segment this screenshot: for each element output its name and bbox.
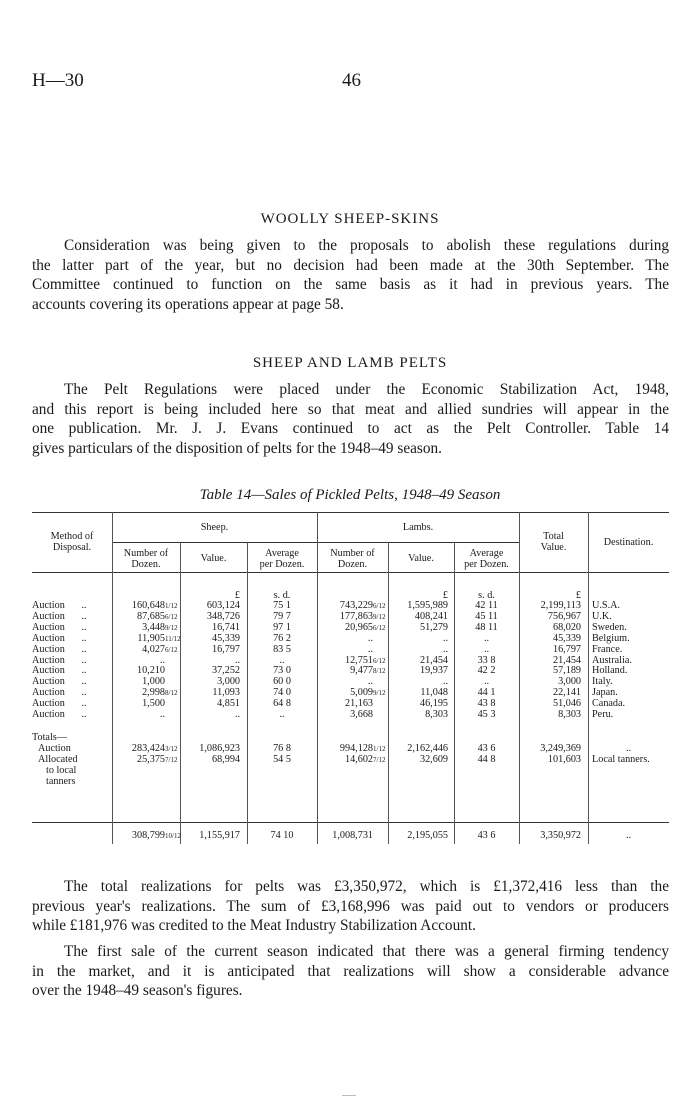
text-line: the latter part of the year, but no decision had been made at the 30th September. The	[32, 256, 669, 274]
lambs-value-cell: ..	[442, 676, 448, 688]
number-value: ..	[159, 709, 165, 720]
header-total-value	[519, 531, 588, 553]
number-value: 1,500	[142, 698, 165, 710]
text-line: Consideration was being given to the proposals to abolish these regulations during	[64, 237, 669, 254]
lambs-average-cell: ..	[483, 643, 490, 655]
number-value: 3,448	[142, 621, 165, 633]
header-sheep-value: Value.	[200, 553, 227, 564]
fraction: 11/12	[165, 634, 181, 643]
lambs-number-cell	[318, 644, 388, 655]
sheep-number-cell	[113, 676, 180, 687]
fraction: 9/12	[165, 623, 178, 632]
number-value: 160,648	[131, 600, 165, 611]
page-end-mark	[342, 1095, 356, 1096]
lambs-number-cell	[318, 830, 388, 841]
total-value-cell: 3,350,972	[540, 830, 581, 841]
destination-cell: Italy.	[592, 676, 613, 688]
header-line: Number of	[123, 548, 169, 559]
sheep-number-cell	[113, 830, 180, 842]
sheep-average-cell: 83 5	[273, 643, 291, 655]
sheep-average-cell: 74 10	[270, 830, 294, 841]
destination-cell: Belgium.	[592, 632, 630, 644]
number-value: 994,128	[339, 743, 373, 754]
lambs-value-cell: 46,195	[419, 698, 448, 710]
sheep-average-cell: 64 8	[273, 698, 291, 710]
totals-label: Totals—	[32, 732, 67, 743]
sheep-average-cell: 74 0	[273, 687, 291, 699]
fraction: 9/12	[373, 612, 386, 621]
total-value-cell: 8,303	[558, 709, 581, 720]
sheep-value-cell: 4,851	[217, 698, 240, 710]
section-title-woolly: WOOLLY SHEEP-SKINS	[260, 211, 440, 227]
unit-pound: £	[442, 590, 448, 601]
header-destination: Destination.	[603, 537, 654, 548]
total-value-cell: 51,046	[552, 698, 581, 710]
number-value: ..	[367, 676, 373, 688]
sheep-value-cell: 37,252	[211, 665, 240, 677]
header-line: Value.	[540, 542, 567, 553]
total-value-cell: 45,339	[552, 632, 581, 644]
table-caption: Table 14—Sales of Pickled Pelts, 1948–49 Season	[199, 487, 501, 503]
method-line: tanners	[46, 776, 76, 787]
header-line: per Dozen.	[464, 559, 509, 570]
method-label: Auction	[32, 665, 65, 677]
lambs-number-cell	[318, 754, 388, 766]
unit-pound: £	[575, 590, 581, 601]
sheep-average-cell: ..	[279, 709, 285, 720]
header-line: Disposal.	[52, 542, 92, 553]
lambs-value-cell: 51,279	[419, 621, 448, 633]
destination-cell: ..	[625, 830, 632, 841]
document-code: H—30	[32, 70, 84, 91]
method-label: Auction	[32, 621, 65, 633]
method-label: Auction	[32, 600, 65, 611]
fraction: 1/12	[165, 602, 178, 610]
header-sheep-number	[112, 548, 180, 570]
header-line: Number of	[330, 548, 375, 559]
method-cell: Auction ..	[32, 610, 87, 622]
text-line: over the 1948–49 season's figures.	[32, 982, 243, 1000]
destination-cell: ..	[625, 743, 632, 754]
number-value: 1,000	[142, 676, 165, 688]
method-cell: Auction ..	[32, 643, 87, 655]
lambs-value-cell: 19,937	[419, 665, 448, 677]
header-line: Method of	[50, 531, 94, 542]
destination-cell: U.K.	[592, 610, 612, 622]
sheep-value-cell: 16,797	[211, 643, 240, 655]
method-cell	[38, 754, 112, 787]
lambs-average-cell: 44 1	[477, 687, 496, 699]
total-value-cell: 756,967	[547, 610, 581, 622]
lambs-average-cell: ..	[483, 632, 490, 644]
method-line: to local	[46, 765, 77, 776]
rule	[32, 822, 669, 823]
number-value: 3,668	[350, 709, 373, 720]
rule	[32, 512, 669, 513]
total-value-cell: 3,000	[558, 676, 581, 688]
number-value: 20,965	[344, 621, 373, 633]
number-value: 5,009	[350, 687, 373, 699]
number-value: 743,229	[339, 600, 373, 611]
sheep-value-cell: 68,994	[211, 754, 240, 765]
paragraph-outlook	[32, 942, 669, 1001]
sheep-number-cell	[113, 754, 180, 766]
number-value: 87,685	[136, 610, 165, 622]
header-sheep: Sheep.	[200, 522, 229, 533]
total-value-cell: 57,189	[552, 665, 581, 677]
sheep-value-cell: 16,741	[211, 621, 240, 633]
paragraph-woolly	[32, 236, 669, 314]
sheep-average-cell: 76 8	[273, 743, 291, 754]
total-value-cell: 2,199,113	[540, 600, 581, 611]
text-line: and this report is being included here so that meat and allied sundries will appear in the	[32, 400, 669, 418]
text-line: one publication. Mr. J. J. Evans continued to act as the Pelt Controller. Table 14	[32, 420, 669, 438]
text-line: accounts covering its operations appear at page 58.	[32, 295, 344, 313]
number-value: ..	[367, 643, 373, 655]
method-cell: Auction ..	[32, 600, 87, 611]
sheep-average-cell: 73 0	[273, 665, 291, 677]
sheep-value-cell: ..	[234, 654, 240, 666]
destination-cell: Local tanners.	[592, 754, 650, 765]
number-value: 4,027	[142, 643, 165, 655]
lambs-value-cell: 2,162,446	[407, 743, 448, 754]
sheep-value-cell: 1,155,917	[199, 830, 240, 841]
sheep-value-cell: 45,339	[211, 632, 240, 644]
total-value-cell: 16,797	[552, 643, 581, 655]
method-label: Auction	[32, 654, 65, 666]
sheep-average-cell: ..	[279, 654, 285, 666]
destination-cell: Japan.	[592, 687, 618, 699]
lambs-average-cell: 45 3	[477, 709, 496, 720]
sheep-average-cell: 75 1	[273, 600, 291, 611]
fraction: 10/12	[165, 832, 181, 840]
method-cell: Auction ..	[32, 632, 87, 644]
sheep-average-cell: 76 2	[273, 632, 291, 644]
lambs-value-cell: ..	[442, 643, 448, 655]
text-line: previous year's realizations. The sum of £3,168,996 was paid out to vendors or producers	[32, 897, 669, 915]
unit-sd: s. d.	[478, 590, 495, 601]
destination-cell: Sweden.	[592, 621, 627, 633]
total-value-cell: 3,249,369	[540, 743, 581, 754]
header-method	[32, 531, 112, 553]
lambs-value-cell: 8,303	[425, 709, 448, 720]
header-lambs: Lambs.	[402, 522, 434, 533]
lambs-value-cell: ..	[442, 632, 448, 644]
rule	[32, 572, 669, 573]
number-value: 10,210	[136, 665, 165, 677]
fraction: 9/12	[373, 689, 386, 698]
fraction: 1/12	[373, 745, 386, 753]
rule	[112, 542, 519, 543]
text-line: The Pelt Regulations were placed under the Economic Stabilization Act, 1948,	[64, 381, 669, 398]
header-lambs-average	[454, 548, 519, 570]
header-sheep-average	[247, 548, 317, 570]
sheep-average-cell: 97 1	[273, 621, 291, 633]
sheep-value-cell: ..	[234, 709, 240, 720]
number-value: 177,863	[339, 610, 373, 622]
total-value-cell: 68,020	[552, 621, 581, 633]
total-value-cell: 101,603	[547, 754, 581, 765]
method-cell: Auction ..	[32, 654, 87, 666]
fraction: 3/12	[165, 745, 178, 753]
header-lambs-number	[317, 548, 388, 570]
sheep-value-cell: 603,124	[206, 600, 240, 611]
lambs-average-cell: 42 2	[477, 665, 496, 677]
lambs-average-cell: 42 11	[475, 600, 498, 611]
lambs-number-cell	[318, 676, 388, 687]
destination-cell: U.S.A.	[592, 600, 621, 611]
sheep-number-cell	[113, 665, 180, 676]
sheep-number-cell	[113, 709, 180, 720]
fraction: 6/12	[373, 602, 386, 610]
lambs-value-cell: 408,241	[414, 610, 448, 622]
total-value-cell: 21,454	[552, 654, 581, 666]
number-value: 11,905	[137, 632, 165, 644]
lambs-average-cell: 45 11	[475, 610, 498, 622]
section-title-pelts: SHEEP AND LAMB PELTS	[252, 355, 448, 371]
fraction: 6/12	[165, 645, 178, 654]
destination-cell: Australia.	[592, 654, 632, 666]
unit-pound: £	[234, 590, 240, 601]
sheep-average-cell: 79 7	[273, 610, 291, 622]
page-number: 46	[342, 70, 361, 91]
sheep-value-cell: 11,093	[212, 687, 240, 699]
number-value: ..	[367, 632, 373, 644]
number-value: 12,751	[344, 654, 373, 666]
sheep-value-cell: 1,086,923	[199, 743, 240, 754]
rule	[588, 512, 589, 844]
unit-sd: s. d.	[273, 590, 291, 601]
method-label: Auction	[32, 610, 65, 622]
number-value: 308,799	[131, 830, 165, 841]
header-line: Average	[265, 548, 299, 559]
fraction: 6/12	[373, 656, 386, 665]
text-line: Committee continued to function on the same basis as it had in previous years. The	[32, 276, 669, 294]
destination-cell: Holland.	[592, 665, 628, 677]
text-line: gives particulars of the disposition of pelts for the 1948–49 season.	[32, 439, 442, 457]
method-cell: Auction ..	[32, 687, 87, 699]
header-line: Total	[543, 531, 564, 542]
text-line: in the market, and it is anticipated that realizations will show a considerable advance	[32, 962, 669, 980]
fraction: 6/12	[165, 612, 178, 621]
method-label: Auction	[32, 632, 65, 644]
paragraph-pelts	[32, 380, 669, 458]
lambs-average-cell: ..	[483, 676, 490, 688]
method-cell: Auction ..	[32, 709, 87, 720]
pelt-sales-table	[32, 512, 669, 850]
lambs-average-cell: 33 8	[477, 654, 496, 666]
fraction: 8/12	[373, 667, 386, 676]
lambs-number-cell	[318, 698, 388, 709]
header-line: Average	[469, 548, 504, 559]
fraction: 7/12	[373, 756, 386, 764]
number-value: 14,602	[344, 754, 373, 765]
lambs-average-cell: 48 11	[475, 621, 498, 633]
lambs-value-cell: 11,048	[420, 687, 448, 699]
lambs-value-cell: 1,595,989	[407, 600, 448, 611]
text-line: while £181,976 was credited to the Meat Industry Stabilization Account.	[32, 917, 476, 935]
method-cell: Auction ..	[32, 698, 87, 710]
number-value: ..	[159, 654, 165, 666]
sheep-number-cell	[113, 698, 180, 709]
sheep-average-cell: 60 0	[273, 676, 291, 688]
destination-cell: Peru.	[592, 709, 614, 720]
sheep-value-cell: 348,726	[206, 610, 240, 622]
lambs-number-cell	[318, 633, 388, 644]
lambs-average-cell: 43 6	[477, 830, 496, 841]
method-cell: Auction ..	[32, 676, 87, 688]
lambs-average-cell: 44 8	[477, 754, 496, 765]
fraction: 8/12	[165, 689, 178, 698]
lambs-average-cell: 43 8	[477, 698, 496, 710]
fraction: 6/12	[373, 623, 386, 632]
method-cell: Auction	[38, 743, 71, 754]
method-label: Auction	[32, 698, 65, 710]
number-value: 25,375	[136, 754, 165, 765]
method-label: Auction	[32, 676, 65, 688]
header-lambs-value: Value.	[408, 553, 434, 564]
paragraph-realizations	[32, 877, 669, 936]
lambs-value-cell: 2,195,055	[407, 830, 448, 841]
lambs-number-cell	[318, 709, 388, 720]
header-line: per Dozen.	[259, 559, 305, 570]
sheep-value-cell: 3,000	[217, 676, 240, 688]
number-value: 283,424	[131, 743, 165, 754]
number-value: 9,477	[350, 665, 373, 677]
method-cell: Auction ..	[32, 621, 87, 633]
destination-cell: Canada.	[592, 698, 626, 710]
method-label: Auction	[32, 643, 65, 655]
number-value: 1,008,731	[332, 830, 373, 841]
text-line: The total realizations for pelts was £3,350,972, which is £1,372,416 less than the	[64, 878, 669, 895]
destination-cell: France.	[592, 643, 623, 655]
number-value: 2,998	[142, 687, 165, 699]
text-line: The first sale of the current season indicated that there was a general firming tendency	[64, 943, 669, 960]
sheep-number-cell	[113, 655, 180, 666]
header-line: Dozen.	[131, 559, 161, 570]
method-line: Allocated	[38, 754, 78, 765]
header-line: Dozen.	[337, 559, 368, 570]
number-value: 21,163	[344, 698, 373, 710]
method-label: Auction	[32, 709, 65, 720]
method-label: Auction	[32, 687, 65, 699]
total-value-cell: 22,141	[552, 687, 581, 699]
sheep-average-cell: 54 5	[273, 754, 291, 765]
fraction: 7/12	[165, 756, 178, 764]
method-cell: Auction ..	[32, 665, 87, 677]
lambs-value-cell: 21,454	[419, 654, 448, 666]
lambs-value-cell: 32,609	[419, 754, 448, 765]
lambs-average-cell: 43 6	[477, 743, 496, 754]
